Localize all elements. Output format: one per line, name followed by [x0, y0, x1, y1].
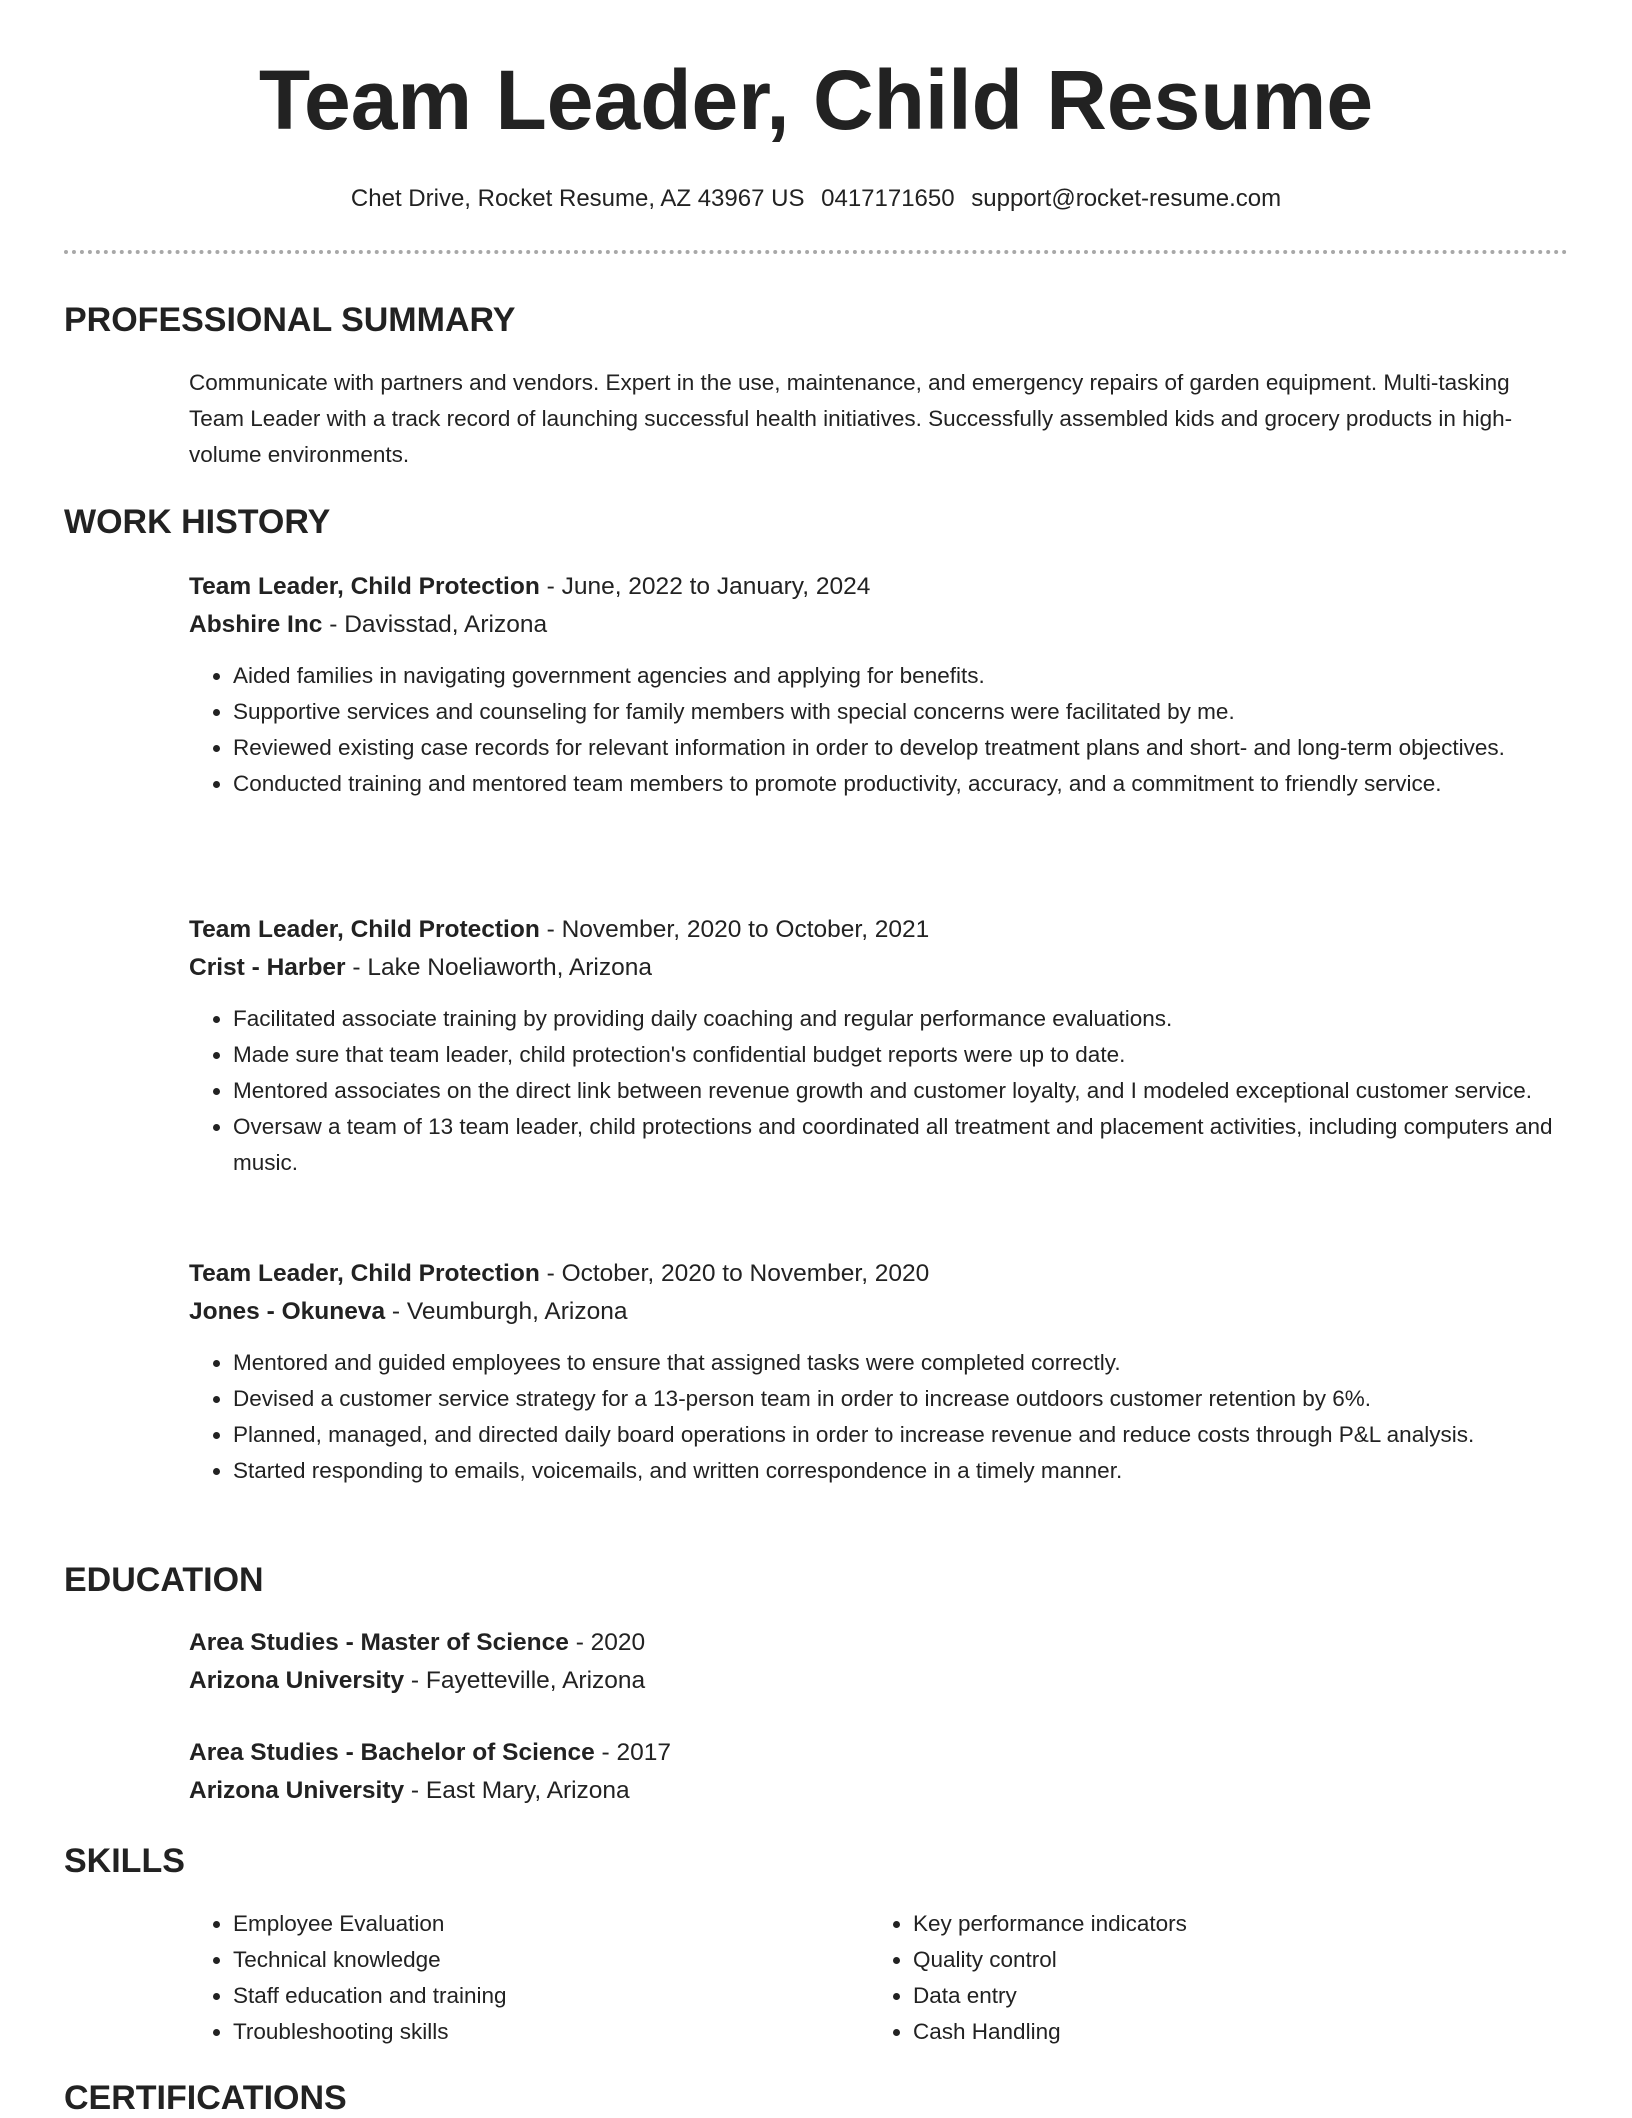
job-bullet: • Devised a customer service strategy for a 13-person team in order to increase outdoors customer retention by 6%.: [233, 1381, 1569, 1417]
skill-item: • Key performance indicators: [913, 1906, 1429, 1942]
job-location: - Lake Noeliaworth, Arizona: [345, 954, 652, 981]
section-title-summary: PROFESSIONAL SUMMARY: [64, 301, 516, 339]
job-location: - Davisstad, Arizona: [322, 611, 548, 638]
job-title: Team Leader, Child Protection: [189, 1260, 540, 1287]
job-bullet: • Started responding to emails, voicemails, and written correspondence in a timely manner.: [233, 1453, 1569, 1489]
job-company-line: [189, 949, 1569, 987]
job-company: Jones - Okuneva: [189, 1298, 386, 1325]
job-company: Abshire Inc: [189, 611, 323, 638]
summary-text: Communicate with partners and vendors. Expert in the use, maintenance, and emergency repairs of garden equipment. Multi-tasking Team Leader with a track record of launching successful health initiatives. Successfully assembled kids and grocery products in high-volume environments.: [189, 370, 1513, 467]
job-company-line: [189, 1293, 1569, 1331]
education-degree: Area Studies - Bachelor of Science: [189, 1739, 595, 1766]
education-location: - East Mary, Arizona: [404, 1777, 630, 1804]
job-bullet: • Planned, managed, and directed daily board operations in order to increase revenue and reduce costs through P&L analysis.: [233, 1417, 1569, 1453]
education-degree-line: [189, 1624, 1569, 1662]
job-company: Crist - Harber: [189, 954, 346, 981]
job-bullets: [189, 1001, 1569, 1181]
job-bullet: • Aided families in navigating government agencies and applying for benefits.: [233, 658, 1569, 694]
skill-item: • Staff education and training: [233, 1978, 749, 2014]
job-title-line: [189, 568, 1569, 606]
skill-item: • Quality control: [913, 1942, 1429, 1978]
resume-title: Team Leader, Child Resume: [258, 53, 1374, 147]
job-title-line: [189, 1255, 1569, 1293]
job-entry: [189, 911, 1569, 1181]
job-title: Team Leader, Child Protection: [189, 573, 540, 600]
skill-item: • Data entry: [913, 1978, 1429, 2014]
skills-column-left: [189, 1906, 749, 2050]
education-school-line: [189, 1662, 1569, 1700]
education-entry: [189, 1624, 1569, 1700]
contact-line: [0, 184, 1632, 214]
education-school-line: [189, 1772, 1569, 1810]
header-divider: [64, 250, 1568, 254]
job-bullet: • Supportive services and counseling for family members with special concerns were facilitated by me.: [233, 694, 1569, 730]
education-degree-line: [189, 1734, 1569, 1772]
education-year: - 2017: [594, 1739, 672, 1766]
job-dates: - October, 2020 to November, 2020: [539, 1260, 930, 1287]
skills-list: [869, 1906, 1429, 2050]
job-bullet: • Reviewed existing case records for relevant information in order to develop treatment plans and short- and long-term objectives.: [233, 730, 1569, 766]
job-entry: [189, 1255, 1569, 1489]
education-location: - Fayetteville, Arizona: [404, 1667, 646, 1694]
skill-item: • Employee Evaluation: [233, 1906, 749, 1942]
job-dates: - November, 2020 to October, 2021: [539, 916, 930, 943]
summary-block: [189, 365, 1569, 473]
job-bullet: • Conducted training and mentored team members to promote productivity, accuracy, and a commitment to friendly service.: [233, 766, 1569, 802]
education-degree: Area Studies - Master of Science: [189, 1629, 569, 1656]
contact-address: Chet Drive, Rocket Resume, AZ 43967 US: [350, 185, 805, 212]
section-title-education: EDUCATION: [64, 1561, 264, 1599]
skill-item: • Cash Handling: [913, 2014, 1429, 2050]
section-title-work: WORK HISTORY: [64, 503, 331, 541]
job-title: Team Leader, Child Protection: [189, 916, 540, 943]
education-entry: [189, 1734, 1569, 1810]
job-bullets: [189, 1345, 1569, 1489]
section-title-skills: SKILLS: [64, 1842, 185, 1880]
section-title-certifications: CERTIFICATIONS: [64, 2079, 347, 2117]
job-bullet: • Mentored associates on the direct link between revenue growth and customer loyalty, and I modeled exceptional customer service.: [233, 1073, 1569, 1109]
job-bullets: [189, 658, 1569, 802]
skills-list: [189, 1906, 749, 2050]
job-title-line: [189, 911, 1569, 949]
skill-item: • Troubleshooting skills: [233, 2014, 749, 2050]
education-school: Arizona University: [189, 1777, 405, 1804]
job-bullet: • Made sure that team leader, child protection's confidential budget reports were up to date.: [233, 1037, 1569, 1073]
education-school: Arizona University: [189, 1667, 405, 1694]
job-bullet: • Facilitated associate training by providing daily coaching and regular performance evaluations.: [233, 1001, 1569, 1037]
contact-phone: 0417171650: [821, 185, 955, 212]
skills-column-right: [869, 1906, 1429, 2050]
skill-item: • Technical knowledge: [233, 1942, 749, 1978]
job-dates: - June, 2022 to January, 2024: [539, 573, 871, 600]
job-bullet: • Oversaw a team of 13 team leader, child protections and coordinated all treatment and placement activities, including computers and music.: [233, 1109, 1569, 1181]
contact-email: support@rocket-resume.com: [971, 185, 1282, 212]
job-company-line: [189, 606, 1569, 644]
education-year: - 2020: [568, 1629, 646, 1656]
job-location: - Veumburgh, Arizona: [385, 1298, 628, 1325]
job-entry: [189, 568, 1569, 802]
job-bullet: • Mentored and guided employees to ensure that assigned tasks were completed correctly.: [233, 1345, 1569, 1381]
